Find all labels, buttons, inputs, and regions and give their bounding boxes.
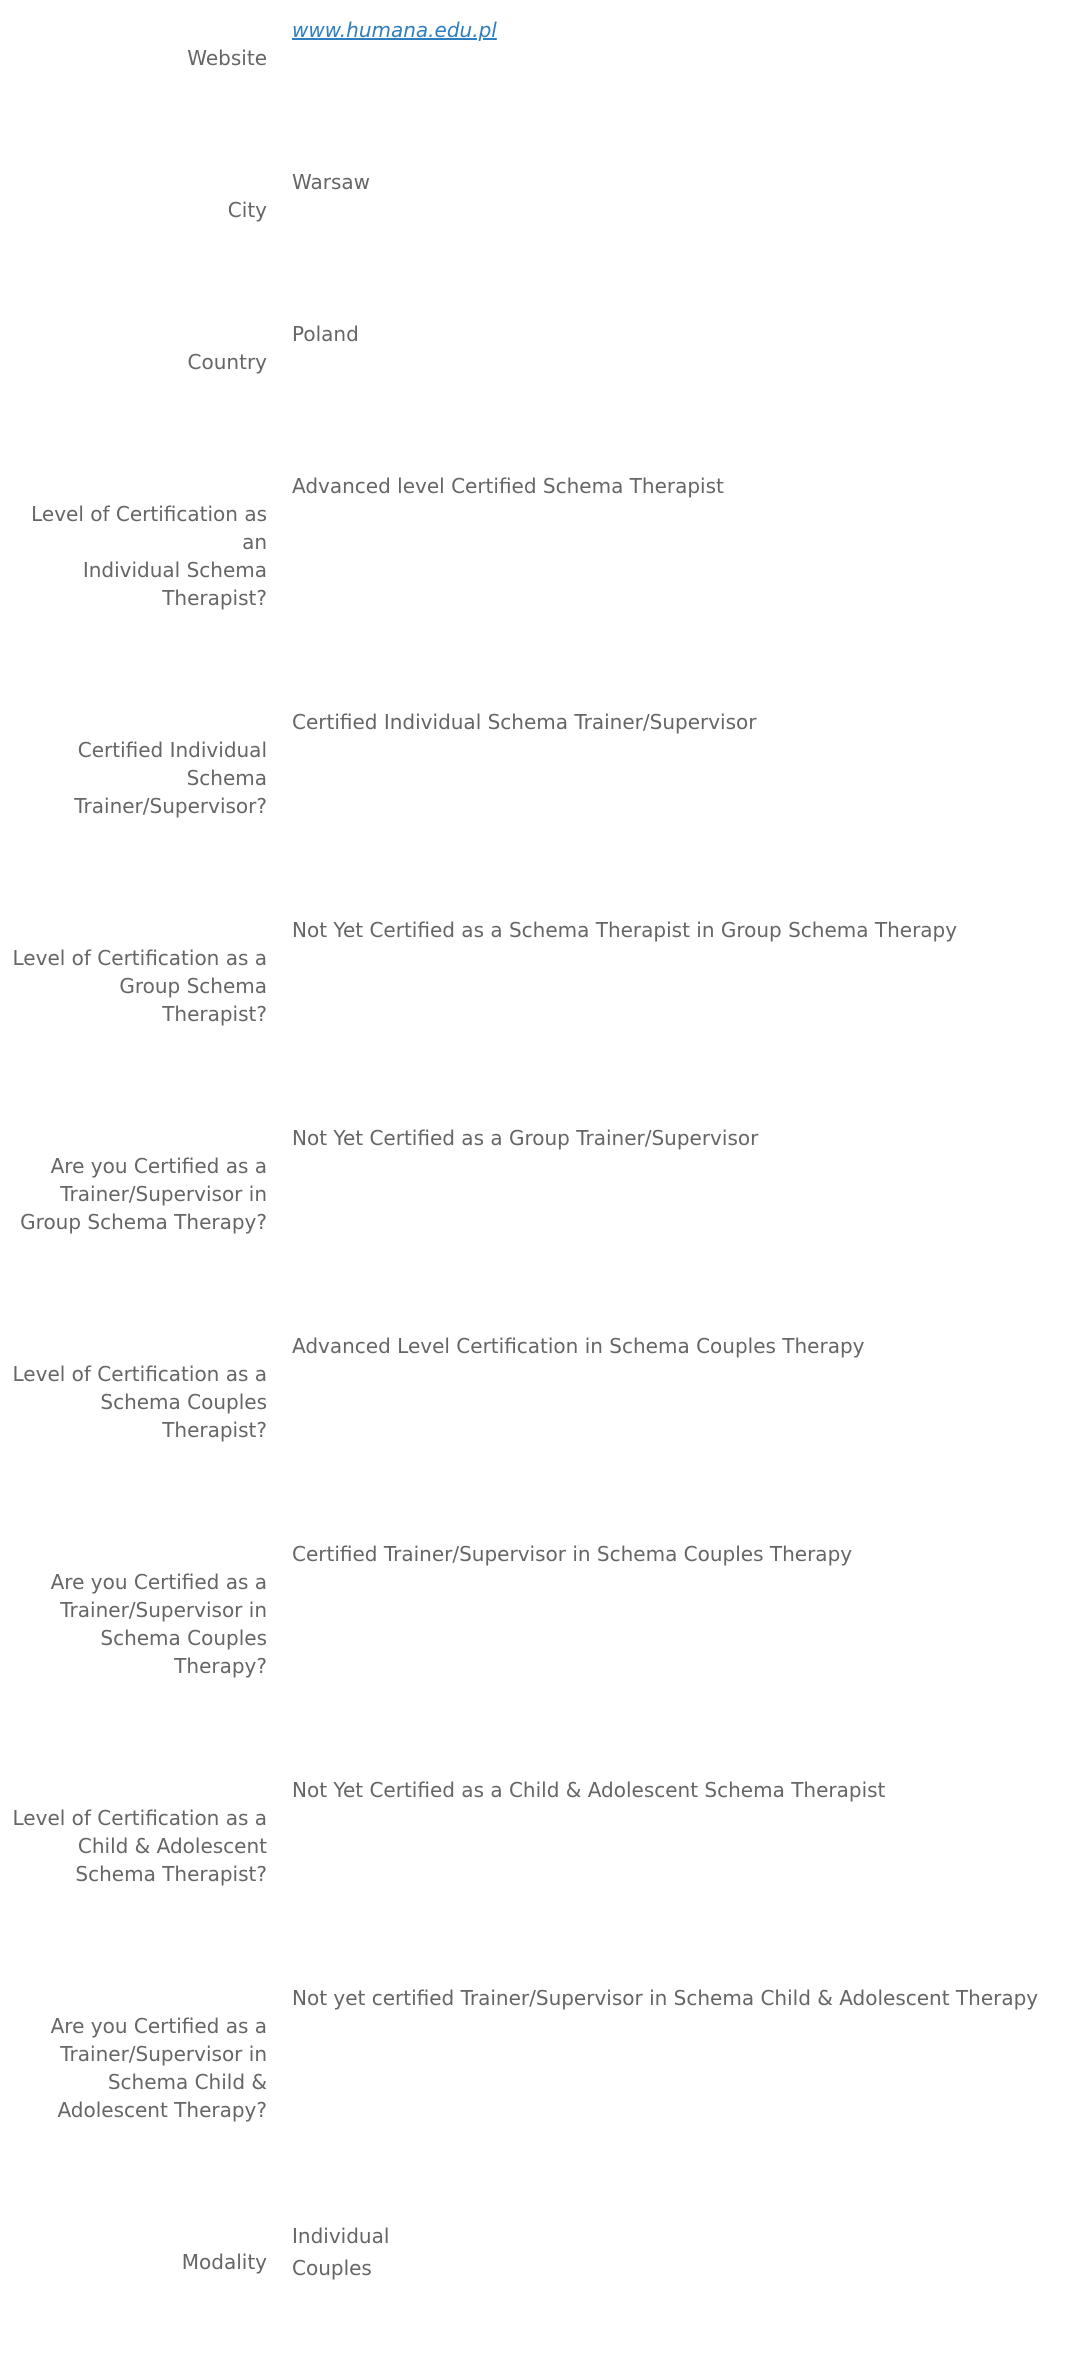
group-trainer-label: Are you Certified as a Trainer/Supervisor in Group Schema Therapy? xyxy=(20,1154,267,1234)
website-label-cell xyxy=(0,16,271,100)
group-trainer-row xyxy=(0,1124,1071,1264)
modality-list xyxy=(292,2220,1071,2284)
individual-trainer-label: Certified Individual Schema Trainer/Supervisor? xyxy=(74,738,267,818)
country-label: Country xyxy=(187,350,267,374)
group-level-value: Not Yet Certified as a Schema Therapist in Group Schema Therapy xyxy=(292,918,958,942)
individual-level-label: Level of Certification as an Individual Schema Therapist? xyxy=(31,502,267,610)
child-trainer-value: Not yet certified Trainer/Supervisor in Schema Child & Adolescent Therapy xyxy=(292,1986,1039,2010)
website-row xyxy=(0,16,1071,100)
couples-trainer-row xyxy=(0,1540,1071,1708)
modality-row xyxy=(0,2220,1071,2304)
couples-level-value: Advanced Level Certification in Schema Couples Therapy xyxy=(292,1334,865,1358)
child-trainer-label-cell xyxy=(0,1984,271,2152)
couples-level-label-cell xyxy=(0,1332,271,1472)
country-value: Poland xyxy=(292,322,359,346)
group-trainer-label-cell xyxy=(0,1124,271,1264)
group-level-label-cell xyxy=(0,916,271,1056)
individual-trainer-value: Certified Individual Schema Trainer/Supervisor xyxy=(292,710,757,734)
couples-trainer-label: Are you Certified as a Trainer/Supervisor in Schema Couples Therapy? xyxy=(50,1570,267,1678)
individual-trainer-label-cell xyxy=(0,708,271,848)
individual-trainer-row xyxy=(0,708,1071,848)
city-row xyxy=(0,168,1071,252)
website-link[interactable]: www.humana.edu.pl xyxy=(292,18,497,42)
website-label: Website xyxy=(187,46,267,70)
individual-level-value: Advanced level Certified Schema Therapist xyxy=(292,474,724,498)
country-row xyxy=(0,320,1071,404)
couples-level-row xyxy=(0,1332,1071,1472)
child-trainer-row xyxy=(0,1984,1071,2152)
couples-level-label: Level of Certification as a Schema Couples Therapist? xyxy=(12,1362,267,1442)
group-trainer-value: Not Yet Certified as a Group Trainer/Supervisor xyxy=(292,1126,759,1150)
child-level-row xyxy=(0,1776,1071,1916)
couples-trainer-label-cell xyxy=(0,1540,271,1708)
modality-label: Modality xyxy=(181,2250,267,2274)
modality-item-couples: Couples xyxy=(292,2256,372,2280)
individual-level-label-cell xyxy=(0,472,271,640)
modality-label-cell xyxy=(0,2220,271,2304)
group-level-row xyxy=(0,916,1071,1056)
child-level-label: Level of Certification as a Child & Adolescent Schema Therapist? xyxy=(12,1806,267,1886)
modality-item-individual: Individual xyxy=(292,2224,390,2248)
website-value-cell xyxy=(292,16,1071,44)
city-label-cell xyxy=(0,168,271,252)
profile-details xyxy=(0,16,1071,2372)
child-level-label-cell xyxy=(0,1776,271,1916)
group-level-label: Level of Certification as a Group Schema Therapist? xyxy=(12,946,267,1026)
individual-level-row xyxy=(0,472,1071,640)
child-trainer-label: Are you Certified as a Trainer/Supervisor in Schema Child & Adolescent Therapy? xyxy=(50,2014,267,2122)
modality-value-cell xyxy=(292,2220,1071,2284)
city-value: Warsaw xyxy=(292,170,371,194)
city-label: City xyxy=(227,198,267,222)
child-level-value: Not Yet Certified as a Child & Adolescent Schema Therapist xyxy=(292,1778,886,1802)
couples-trainer-value: Certified Trainer/Supervisor in Schema Couples Therapy xyxy=(292,1542,853,1566)
country-label-cell xyxy=(0,320,271,404)
